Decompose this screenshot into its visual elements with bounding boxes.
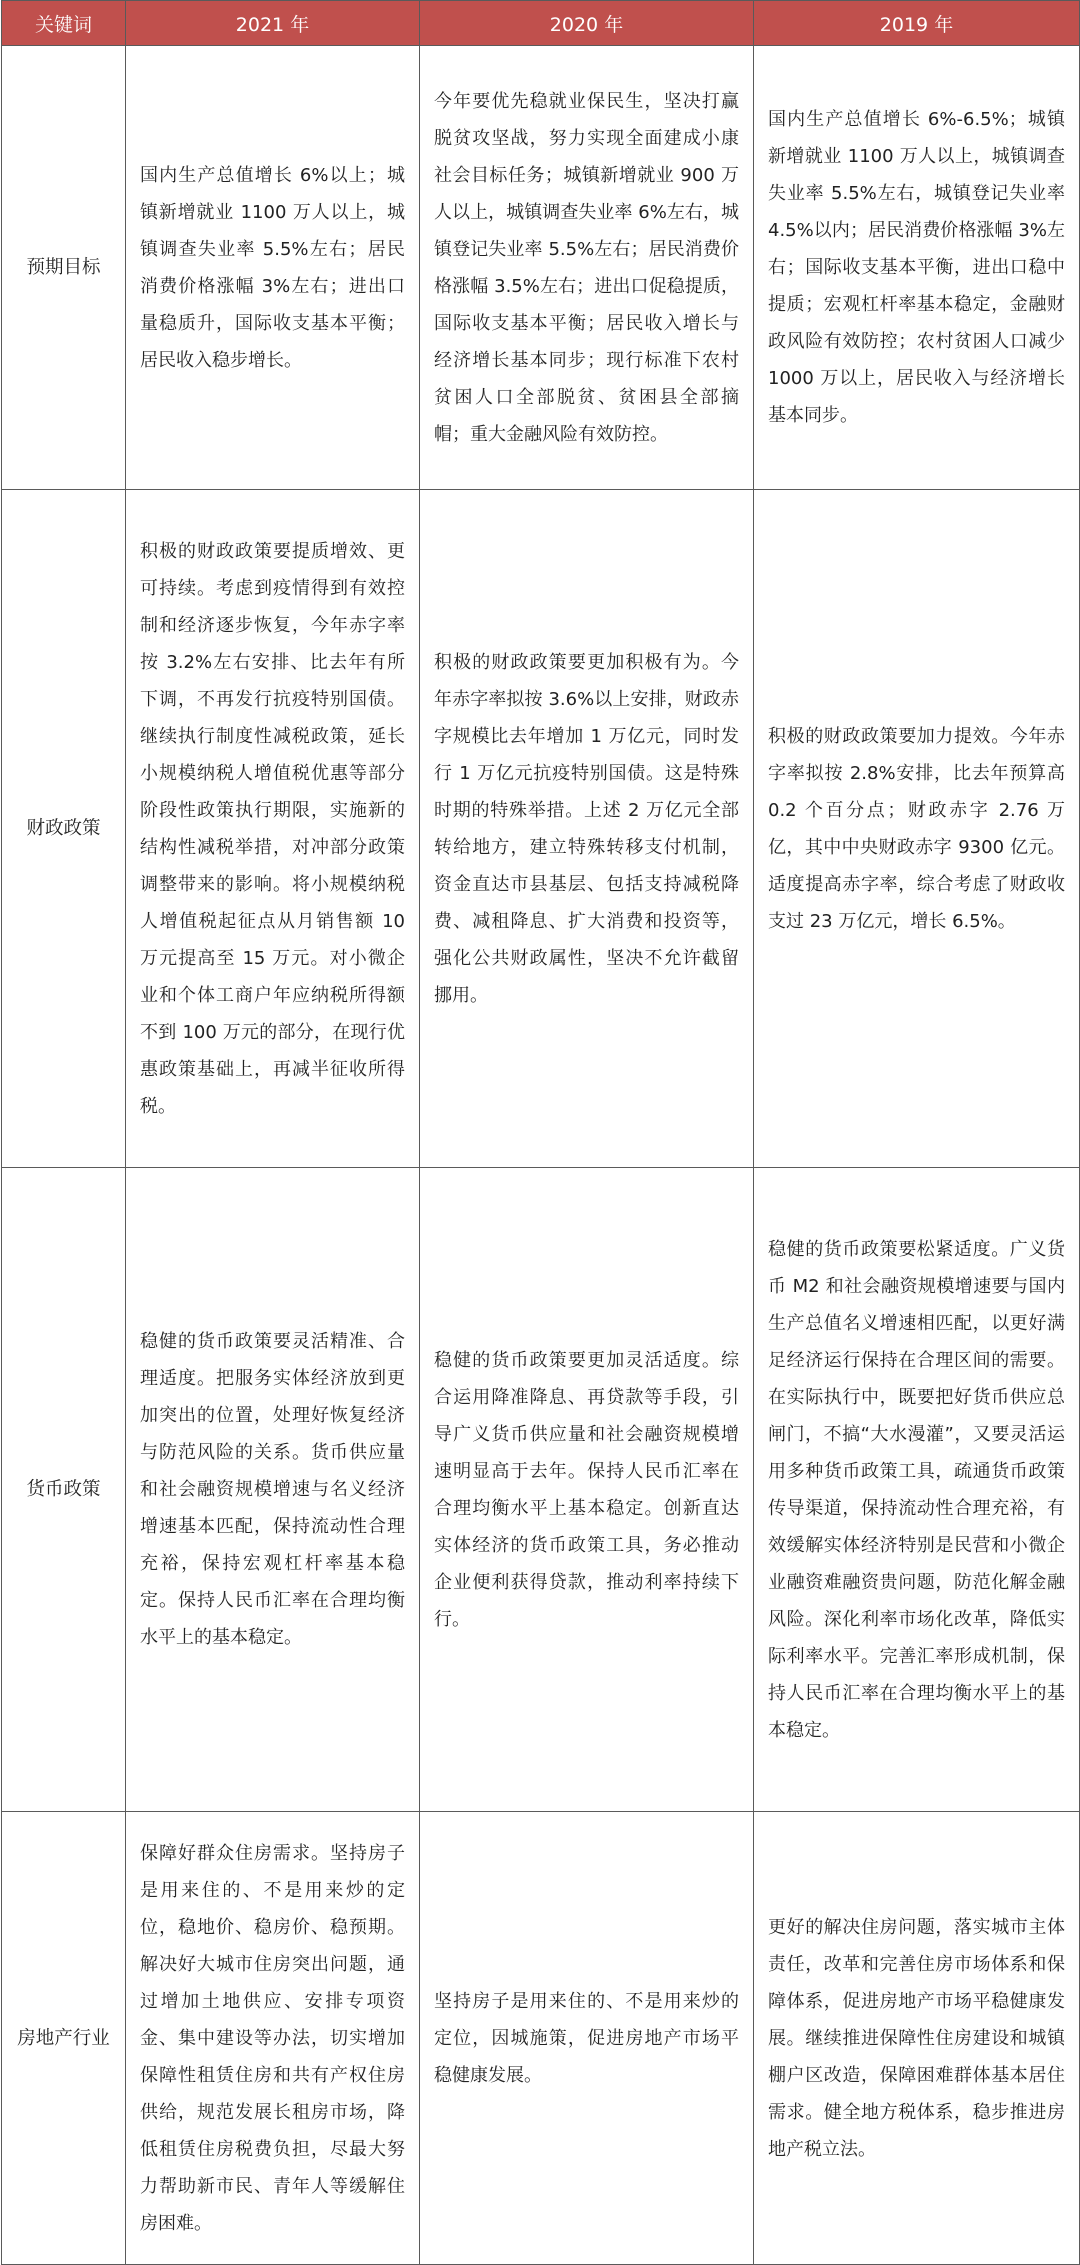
cell-2020: 今年要优先稳就业保民生，坚决打赢脱贫攻坚战，努力实现全面建成小康社会目标任务；城镇新增就业 900 万人以上，城镇调查失业率 6%左右，城镇登记失业率 5.5%左右；居民消费价格涨幅 3.5%左右；进出口促稳提质，国际收支基本平衡；居民收入增长与经济增长基本同步；现行标准下农村贫困人口全部脱贫、贫困县全部摘帽；重大金融风险有效防控。	[420, 46, 754, 490]
row-keyword: 房地产行业	[2, 1812, 126, 2265]
header-2020: 2020 年	[420, 1, 754, 46]
cell-2020: 稳健的货币政策要更加灵活适度。综合运用降准降息、再贷款等手段，引导广义货币供应量和社会融资规模增速明显高于去年。保持人民币汇率在合理均衡水平上基本稳定。创新直达实体经济的货币政策工具，务必推动企业便利获得贷款，推动利率持续下行。	[420, 1168, 754, 1812]
row-keyword: 货币政策	[2, 1168, 126, 1812]
cell-2021: 稳健的货币政策要灵活精准、合理适度。把服务实体经济放到更加突出的位置，处理好恢复经济与防范风险的关系。货币供应量和社会融资规模增速与名义经济增速基本匹配，保持流动性合理充裕，保持宏观杠杆率基本稳定。保持人民币汇率在合理均衡水平上的基本稳定。	[126, 1168, 420, 1812]
cell-2019: 稳健的货币政策要松紧适度。广义货币 M2 和社会融资规模增速要与国内生产总值名义增速相匹配，以更好满足经济运行保持在合理区间的需要。在实际执行中，既要把好货币供应总闸门，不搞“大水漫灌”，又要灵活运用多种货币政策工具，疏通货币政策传导渠道，保持流动性合理充裕，有效缓解实体经济特别是民营和小微企业融资难融资贵问题，防范化解金融风险。深化利率市场化改革，降低实际利率水平。完善汇率形成机制，保持人民币汇率在合理均衡水平上的基本稳定。	[754, 1168, 1080, 1812]
header-2021: 2021 年	[126, 1, 420, 46]
row-keyword: 预期目标	[2, 46, 126, 490]
header-row	[2, 1, 1080, 46]
header-2019: 2019 年	[754, 1, 1080, 46]
header-keyword: 关键词	[2, 1, 126, 46]
cell-2021: 积极的财政政策要提质增效、更可持续。考虑到疫情得到有效控制和经济逐步恢复，今年赤字率按 3.2%左右安排、比去年有所下调，不再发行抗疫特别国债。继续执行制度性减税政策，延长小规模纳税人增值税优惠等部分阶段性政策执行期限，实施新的结构性减税举措，对冲部分政策调整带来的影响。将小规模纳税人增值税起征点从月销售额 10 万元提高至 15 万元。对小微企业和个体工商户年应纳税所得额不到 100 万元的部分，在现行优惠政策基础上，再减半征收所得税。	[126, 490, 420, 1168]
table-row-real-estate	[2, 1812, 1080, 2265]
table-row-fiscal-policy	[2, 490, 1080, 1168]
cell-2021: 国内生产总值增长 6%以上；城镇新增就业 1100 万人以上，城镇调查失业率 5.5%左右；居民消费价格涨幅 3%左右；进出口量稳质升，国际收支基本平衡；居民收入稳步增长。	[126, 46, 420, 490]
cell-2021: 保障好群众住房需求。坚持房子是用来住的、不是用来炒的定位，稳地价、稳房价、稳预期。解决好大城市住房突出问题，通过增加土地供应、安排专项资金、集中建设等办法，切实增加保障性租赁住房和共有产权住房供给，规范发展长租房市场，降低租赁住房税费负担，尽最大努力帮助新市民、青年人等缓解住房困难。	[126, 1812, 420, 2265]
row-keyword: 财政政策	[2, 490, 126, 1168]
table-row-monetary-policy	[2, 1168, 1080, 1812]
cell-2019: 国内生产总值增长 6%-6.5%；城镇新增就业 1100 万人以上，城镇调查失业率 5.5%左右，城镇登记失业率 4.5%以内；居民消费价格涨幅 3%左右；国际收支基本平衡，进出口稳中提质；宏观杠杆率基本稳定，金融财政风险有效防控；农村贫困人口减少 1000 万以上，居民收入与经济增长基本同步。	[754, 46, 1080, 490]
cell-2019: 积极的财政政策要加力提效。今年赤字率拟按 2.8%安排，比去年预算高 0.2 个百分点；财政赤字 2.76 万亿，其中中央财政赤字 9300 亿元。适度提高赤字率，综合考虑了财政收支过 23 万亿元，增长 6.5%。	[754, 490, 1080, 1168]
policy-comparison-table	[1, 0, 1080, 2265]
cell-2019: 更好的解决住房问题，落实城市主体责任，改革和完善住房市场体系和保障体系，促进房地产市场平稳健康发展。继续推进保障性住房建设和城镇棚户区改造，保障困难群体基本居住需求。健全地方税体系，稳步推进房地产税立法。	[754, 1812, 1080, 2265]
cell-2020: 积极的财政政策要更加积极有为。今年赤字率拟按 3.6%以上安排，财政赤字规模比去年增加 1 万亿元，同时发行 1 万亿元抗疫特别国债。这是特殊时期的特殊举措。上述 2 万亿元全部转给地方，建立特殊转移支付机制，资金直达市县基层、包括支持减税降费、减租降息、扩大消费和投资等，强化公共财政属性，坚决不允许截留挪用。	[420, 490, 754, 1168]
cell-2020: 坚持房子是用来住的、不是用来炒的定位，因城施策，促进房地产市场平稳健康发展。	[420, 1812, 754, 2265]
table-row-expected-targets	[2, 46, 1080, 490]
